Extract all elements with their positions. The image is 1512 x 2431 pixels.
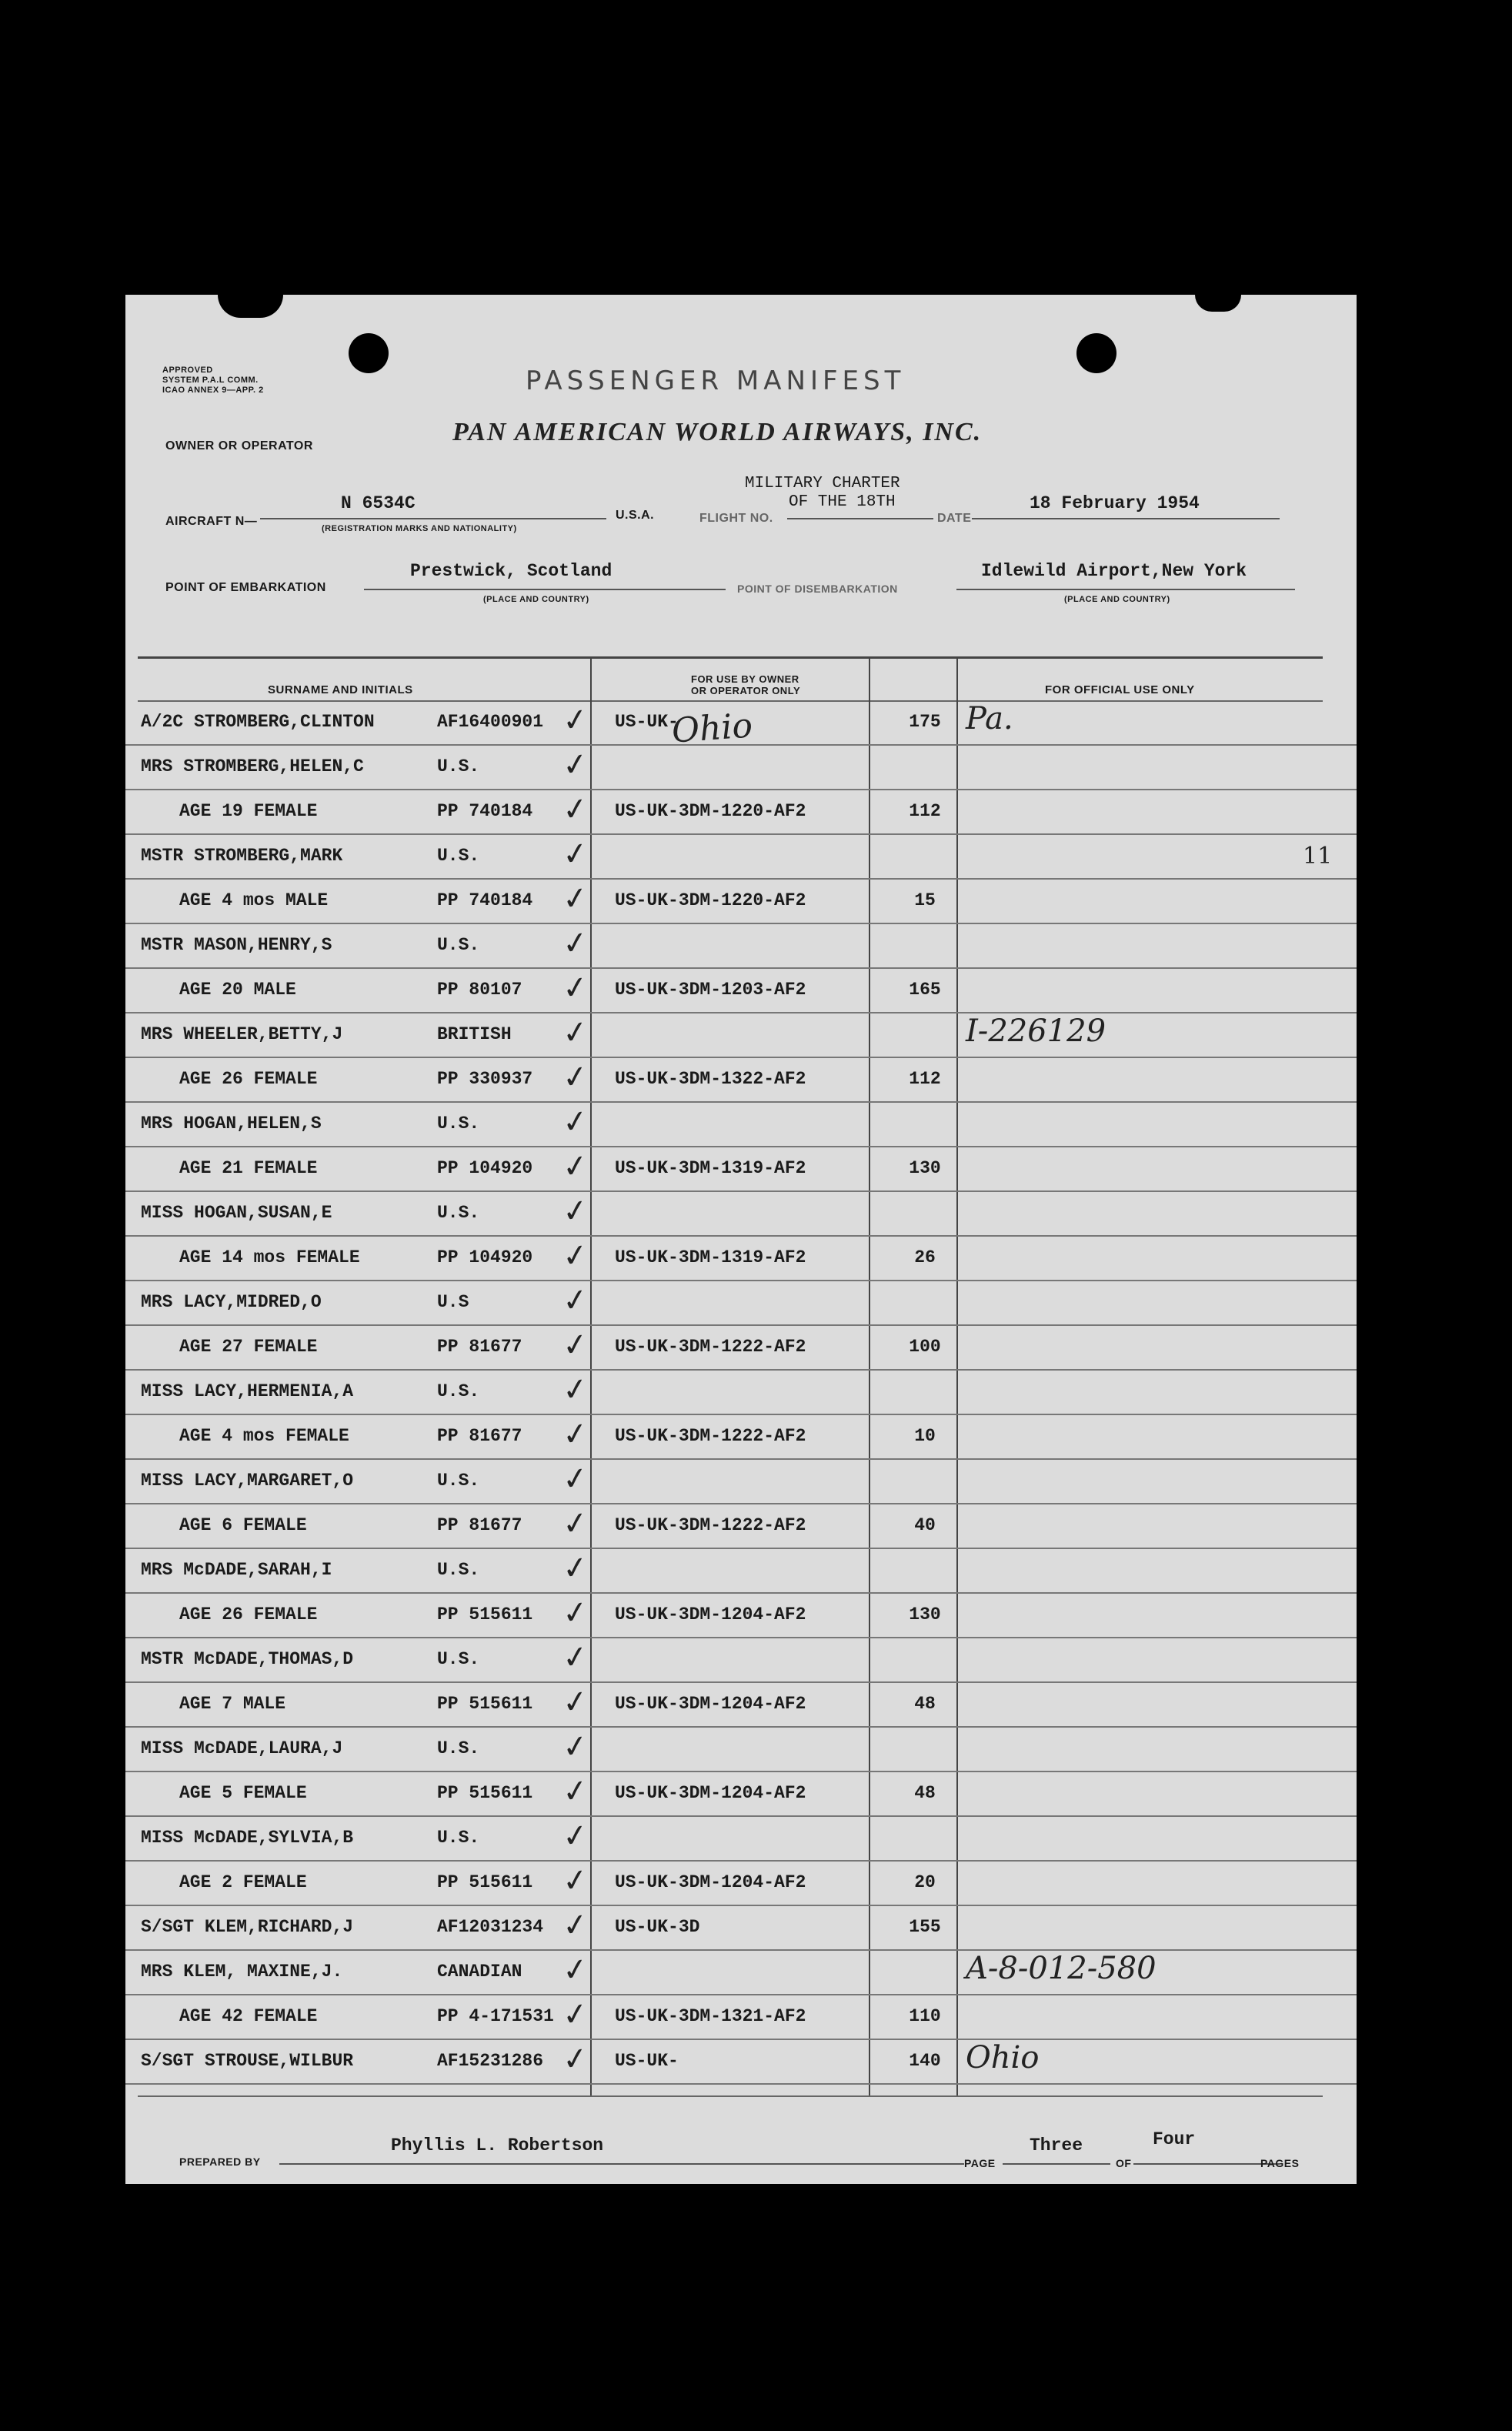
row-rule: [125, 2083, 1357, 2085]
passenger-name: MISS McDADE,LAURA,J: [141, 1738, 343, 1758]
check-mark-icon: ✓: [559, 1593, 591, 1633]
aircraft-label: AIRCRAFT N—: [165, 515, 258, 528]
passenger-name: MISS McDADE,SYLVIA,B: [141, 1828, 354, 1848]
date-underline: [972, 518, 1280, 519]
check-mark-icon: ✓: [559, 1057, 591, 1097]
operator-code: US-UK-3DM-1220-AF2: [615, 890, 806, 910]
embarkation-caption: (PLACE AND COUNTRY): [483, 595, 589, 604]
approval-stamp: [162, 366, 264, 396]
of-label: OF: [1116, 2157, 1132, 2169]
baggage-weight: 112: [909, 1069, 941, 1089]
table-row: [125, 1504, 1357, 1549]
check-mark-icon: ✓: [559, 1236, 591, 1276]
page-title: PASSENGER MANIFEST: [526, 366, 906, 396]
page-value: Three: [1030, 2135, 1083, 2156]
check-mark-icon: ✓: [559, 700, 591, 740]
check-mark-icon: ✓: [559, 1638, 591, 1678]
baggage-weight: 130: [909, 1605, 941, 1625]
passenger-name: MISS LACY,HERMENIA,A: [141, 1381, 354, 1401]
manifest-sheet: [125, 295, 1357, 2184]
table-row: [125, 1817, 1357, 1862]
embarkation-value: Prestwick, Scotland: [410, 561, 612, 581]
passenger-name: MISS LACY,MARGARET,O: [141, 1471, 354, 1491]
flight-value-line2: OF THE 18TH: [789, 493, 896, 511]
stamp-line: ICAO ANNEX 9—APP. 2: [162, 386, 264, 395]
passenger-document: U.S.: [437, 1560, 480, 1580]
col-header-owner-use-1: FOR USE BY OWNER: [691, 673, 799, 685]
col-header-official: FOR OFFICIAL USE ONLY: [1045, 683, 1195, 696]
flight-label: FLIGHT NO.: [699, 512, 773, 525]
stamp-line: APPROVED: [162, 366, 213, 375]
col-header-owner-use-2: OR OPERATOR ONLY: [691, 685, 801, 696]
passenger-name: AGE 5 FEMALE: [179, 1783, 307, 1803]
date-value: 18 February 1954: [1030, 493, 1200, 513]
operator-code: US-UK-3DM-1204-AF2: [615, 1694, 806, 1714]
operator-code: US-UK-3DM-1319-AF2: [615, 1158, 806, 1178]
check-mark-icon: ✓: [559, 968, 591, 1008]
check-mark-icon: ✓: [559, 1995, 591, 2035]
passenger-document: U.S.: [437, 1203, 480, 1223]
passenger-name: AGE 6 FEMALE: [179, 1515, 307, 1535]
passenger-name: S/SGT KLEM,RICHARD,J: [141, 1917, 354, 1937]
check-mark-icon: ✓: [559, 745, 591, 785]
official-note: A-8-012-580: [966, 1951, 1157, 1986]
operator-code: US-UK-3DM-1222-AF2: [615, 1515, 806, 1535]
passenger-document: PP 515611: [437, 1605, 533, 1625]
flight-value-line1: MILITARY CHARTER: [745, 475, 900, 493]
passenger-document: U.S.: [437, 1471, 480, 1491]
table-row: [125, 1103, 1357, 1147]
table-row: [125, 1192, 1357, 1237]
passenger-name: MSTR McDADE,THOMAS,D: [141, 1649, 354, 1669]
table-row: [125, 1772, 1357, 1817]
baggage-weight: 140: [909, 2051, 941, 2071]
check-mark-icon: ✓: [559, 1414, 591, 1454]
baggage-weight: 40: [914, 1515, 936, 1535]
passenger-document: U.S.: [437, 756, 480, 776]
passenger-document: U.S: [437, 1292, 469, 1312]
aircraft-value: N 6534C: [341, 493, 416, 513]
baggage-weight: 130: [909, 1158, 941, 1178]
passenger-document: PP 81677: [437, 1426, 522, 1446]
page-underline: [1003, 2163, 1110, 2165]
passenger-document: AF12031234: [437, 1917, 544, 1937]
date-label: DATE: [937, 512, 972, 525]
passenger-name: AGE 27 FEMALE: [179, 1337, 318, 1357]
owner-label: OWNER OR OPERATOR: [165, 439, 313, 452]
passenger-document: PP 740184: [437, 801, 533, 821]
disembarkation-underline: [956, 589, 1295, 590]
check-mark-icon: ✓: [559, 1504, 591, 1544]
passenger-document: AF16400901: [437, 712, 544, 732]
baggage-weight: 110: [909, 2006, 941, 2026]
passenger-document: PP 4-171531: [437, 2006, 554, 2026]
table-row: [125, 1862, 1357, 1906]
official-note: 11: [1303, 843, 1333, 870]
passenger-document: U.S.: [437, 1738, 480, 1758]
pages-value: Four: [1153, 2129, 1196, 2149]
registration-caption: (REGISTRATION MARKS AND NATIONALITY): [322, 524, 517, 533]
passenger-name: AGE 4 mos FEMALE: [179, 1426, 349, 1446]
table-row: [125, 1683, 1357, 1728]
check-mark-icon: ✓: [559, 879, 591, 919]
passenger-name: MRS STROMBERG,HELEN,C: [141, 756, 364, 776]
operator-code: US-UK-3DM-1204-AF2: [615, 1872, 806, 1892]
operator-code: US-UK-3DM-1222-AF2: [615, 1337, 806, 1357]
table-row: [125, 2040, 1357, 2085]
check-mark-icon: ✓: [559, 834, 591, 874]
table-row: [125, 835, 1357, 880]
table-row: [125, 1237, 1357, 1281]
passenger-name: AGE 21 FEMALE: [179, 1158, 318, 1178]
operator-code: US-UK-: [615, 712, 679, 732]
torn-edge-left: [218, 295, 283, 318]
operator-code: US-UK-3DM-1322-AF2: [615, 1069, 806, 1089]
passenger-name: AGE 14 mos FEMALE: [179, 1247, 360, 1267]
passenger-document: CANADIAN: [437, 1962, 522, 1982]
check-mark-icon: ✓: [559, 2039, 591, 2079]
passenger-name: MRS KLEM, MAXINE,J.: [141, 1962, 343, 1982]
check-mark-icon: ✓: [559, 1548, 591, 1588]
baggage-weight: 155: [909, 1917, 941, 1937]
table-row: [125, 969, 1357, 1013]
torn-edge-right: [1195, 295, 1241, 312]
passenger-document: U.S.: [437, 935, 480, 955]
passenger-document: PP 330937: [437, 1069, 533, 1089]
passenger-document: U.S.: [437, 1649, 480, 1669]
punch-hole-left: [349, 333, 389, 373]
passenger-name: AGE 19 FEMALE: [179, 801, 318, 821]
passenger-name: AGE 4 mos MALE: [179, 890, 329, 910]
operator-code: US-UK-3DM-1203-AF2: [615, 980, 806, 1000]
baggage-weight: 165: [909, 980, 941, 1000]
check-mark-icon: ✓: [559, 1816, 591, 1856]
check-mark-icon: ✓: [559, 1459, 591, 1499]
passenger-name: MISS HOGAN,SUSAN,E: [141, 1203, 332, 1223]
table-row: [125, 880, 1357, 924]
prepared-value: Phyllis L. Robertson: [391, 2135, 604, 2156]
disembarkation-value: Idlewild Airport,New York: [981, 561, 1247, 581]
passenger-document: BRITISH: [437, 1024, 512, 1044]
punch-hole-right: [1076, 333, 1116, 373]
operator-code: US-UK-3DM-1204-AF2: [615, 1783, 806, 1803]
passenger-name: S/SGT STROUSE,WILBUR: [141, 2051, 354, 2071]
embarkation-label: POINT OF EMBARKATION: [165, 581, 326, 594]
check-mark-icon: ✓: [559, 1281, 591, 1321]
official-note: I-226129: [966, 1013, 1106, 1049]
usa-label: U.S.A.: [616, 509, 655, 522]
operator-code: US-UK-3DM-1321-AF2: [615, 2006, 806, 2026]
check-mark-icon: ✓: [559, 1861, 591, 1901]
table-row: [125, 746, 1357, 790]
table-row: [125, 1995, 1357, 2040]
passenger-name: AGE 26 FEMALE: [179, 1069, 318, 1089]
table-row: [125, 1415, 1357, 1460]
table-top-rule: [138, 656, 1323, 659]
passenger-document: PP 515611: [437, 1872, 533, 1892]
embarkation-underline: [364, 589, 726, 590]
baggage-weight: 48: [914, 1783, 936, 1803]
table-bottom-rule: [138, 2095, 1323, 2097]
table-row: [125, 1460, 1357, 1504]
passenger-name: AGE 26 FEMALE: [179, 1605, 318, 1625]
check-mark-icon: ✓: [559, 1147, 591, 1187]
passenger-document: PP 104920: [437, 1247, 533, 1267]
baggage-weight: 10: [914, 1426, 936, 1446]
passenger-name: MSTR STROMBERG,MARK: [141, 846, 343, 866]
table-row: [125, 1281, 1357, 1326]
table-row: [125, 924, 1357, 969]
table-row: [125, 1951, 1357, 1995]
table-row: [125, 1549, 1357, 1594]
disembarkation-label: POINT OF DISEMBARKATION: [737, 583, 898, 595]
baggage-weight: 20: [914, 1872, 936, 1892]
table-row: [125, 1728, 1357, 1772]
passenger-name: MRS WHEELER,BETTY,J: [141, 1024, 343, 1044]
baggage-weight: 48: [914, 1694, 936, 1714]
check-mark-icon: ✓: [559, 1370, 591, 1410]
passenger-name: MRS LACY,MIDRED,O: [141, 1292, 322, 1312]
table-row: [125, 1326, 1357, 1371]
pages-label: PAGES: [1260, 2157, 1300, 2169]
operator-code: US-UK-3DM-1222-AF2: [615, 1426, 806, 1446]
stamp-line: SYSTEM P.A.L COMM.: [162, 376, 259, 385]
check-mark-icon: ✓: [559, 1325, 591, 1365]
table-row: [125, 1594, 1357, 1638]
passenger-document: PP 515611: [437, 1694, 533, 1714]
handwritten-ohio-row1: Ohio: [670, 706, 754, 751]
col-header-surname: SURNAME AND INITIALS: [268, 683, 413, 696]
operator-code: US-UK-3D: [615, 1917, 700, 1937]
passenger-name: AGE 2 FEMALE: [179, 1872, 307, 1892]
aircraft-underline: [260, 518, 606, 519]
passenger-name: AGE 42 FEMALE: [179, 2006, 318, 2026]
passenger-document: AF15231286: [437, 2051, 544, 2071]
baggage-weight: 100: [909, 1337, 941, 1357]
table-row: [125, 1013, 1357, 1058]
check-mark-icon: ✓: [559, 1905, 591, 1945]
table-row: [125, 1058, 1357, 1103]
check-mark-icon: ✓: [559, 1102, 591, 1142]
passenger-document: PP 81677: [437, 1337, 522, 1357]
table-row: [125, 1638, 1357, 1683]
table-row: [125, 1371, 1357, 1415]
passenger-name: A/2C STROMBERG,CLINTON: [141, 712, 375, 732]
check-mark-icon: ✓: [559, 1191, 591, 1231]
operator-code: US-UK-3DM-1319-AF2: [615, 1247, 806, 1267]
check-mark-icon: ✓: [559, 1013, 591, 1053]
page-label: PAGE: [964, 2157, 996, 2169]
baggage-weight: 15: [914, 890, 936, 910]
check-mark-icon: ✓: [559, 1771, 591, 1812]
official-note: Pa.: [966, 701, 1013, 736]
prepared-label: PREPARED BY: [179, 2156, 261, 2168]
passenger-document: U.S.: [437, 1381, 480, 1401]
passenger-name: MSTR MASON,HENRY,S: [141, 935, 332, 955]
passenger-document: PP 81677: [437, 1515, 522, 1535]
check-mark-icon: ✓: [559, 923, 591, 963]
passenger-document: U.S.: [437, 1828, 480, 1848]
baggage-weight: 112: [909, 801, 941, 821]
pages-underline: [1133, 2163, 1280, 2165]
table-row: [125, 1906, 1357, 1951]
check-mark-icon: ✓: [559, 1727, 591, 1767]
check-mark-icon: ✓: [559, 1682, 591, 1722]
passenger-name: MRS HOGAN,HELEN,S: [141, 1114, 322, 1134]
check-mark-icon: ✓: [559, 790, 591, 830]
official-note: Ohio: [966, 2040, 1040, 2075]
baggage-weight: 175: [909, 712, 941, 732]
passenger-document: PP 515611: [437, 1783, 533, 1803]
operator-code: US-UK-: [615, 2051, 679, 2071]
prepared-underline: [279, 2163, 964, 2165]
baggage-weight: 26: [914, 1247, 936, 1267]
table-row: [125, 1147, 1357, 1192]
airline-name: PAN AMERICAN WORLD AIRWAYS, INC.: [452, 418, 983, 446]
passenger-document: PP 740184: [437, 890, 533, 910]
table-row: [125, 790, 1357, 835]
passenger-name: MRS McDADE,SARAH,I: [141, 1560, 332, 1580]
passenger-document: PP 104920: [437, 1158, 533, 1178]
disembarkation-caption: (PLACE AND COUNTRY): [1064, 595, 1170, 604]
passenger-name: AGE 20 MALE: [179, 980, 296, 1000]
passenger-document: U.S.: [437, 1114, 480, 1134]
operator-code: US-UK-3DM-1204-AF2: [615, 1605, 806, 1625]
passenger-document: PP 80107: [437, 980, 522, 1000]
check-mark-icon: ✓: [559, 1950, 591, 1990]
passenger-document: U.S.: [437, 846, 480, 866]
passenger-name: AGE 7 MALE: [179, 1694, 286, 1714]
operator-code: US-UK-3DM-1220-AF2: [615, 801, 806, 821]
flight-underline: [787, 518, 933, 519]
